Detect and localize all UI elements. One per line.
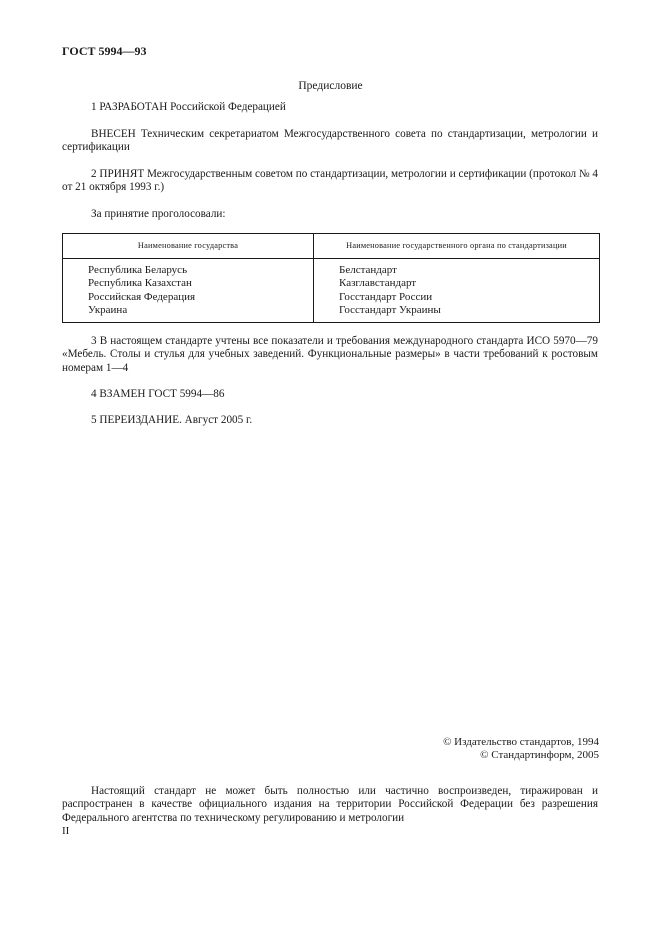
iso-reference-paragraph: 3 В настоящем стандарте учтены все показатели и требования международного стандарта ИСО 5970—79 «Мебель. Столы и стулья для учебных заведений. Функциональные размеры» в части требований к ростовым номерам 1—4 [62, 335, 598, 374]
page-number: II [62, 825, 70, 837]
voting-table [62, 233, 600, 323]
bodies-cell [314, 259, 600, 323]
reproduction-notice: Настоящий стандарт не может быть полностью или частично воспроизведен, тиражирован и распространен в качестве официального издания на территории Российской Федерации без разрешения Федерального агентства по техническому регулированию и метрологии [62, 785, 598, 824]
copyright-line: © Стандартинформ, 2005 [480, 748, 599, 761]
standards-body-name: Госстандарт Украины [339, 303, 441, 316]
state-name: Республика Беларусь [88, 264, 188, 276]
state-name: Украина [88, 303, 128, 316]
voting-table-row [63, 259, 600, 323]
state-name: Российская Федерация [88, 290, 196, 303]
adopted-by-paragraph: 2 ПРИНЯТ Межгосударственным советом по стандартизации, метрологии и сертификации (протокол № 4 от 21 октября 1993 г.) [62, 168, 598, 194]
preface-title: Предисловие [298, 80, 363, 92]
replaces-paragraph: 4 ВЗАМЕН ГОСТ 5994—86 [91, 388, 225, 400]
copyright-line: © Издательство стандартов, 1994 [443, 736, 599, 748]
developed-by-paragraph: 1 РАЗРАБОТАН Российской Федерацией [91, 101, 286, 113]
state-column-header: Наименование государства [63, 234, 314, 259]
document-id: ГОСТ 5994—93 [62, 44, 147, 58]
states-cell [63, 259, 314, 323]
introduced-by-paragraph: ВНЕСЕН Техническим секретариатом Межгосударственного совета по стандартизации, метрологии и сертификации [62, 128, 598, 154]
standards-body-name: Казглавстандарт [339, 277, 417, 290]
voting-table-header-row [63, 234, 600, 259]
standards-body-name: Белстандарт [339, 264, 397, 276]
state-name: Республика Казахстан [88, 277, 192, 290]
reissue-paragraph: 5 ПЕРЕИЗДАНИЕ. Август 2005 г. [91, 414, 253, 426]
standards-body-name: Госстандарт России [339, 290, 433, 303]
copyright-block [443, 736, 599, 762]
voted-label: За принятие проголосовали: [91, 208, 226, 220]
body-column-header: Наименование государственного органа по стандартизации [314, 234, 600, 259]
